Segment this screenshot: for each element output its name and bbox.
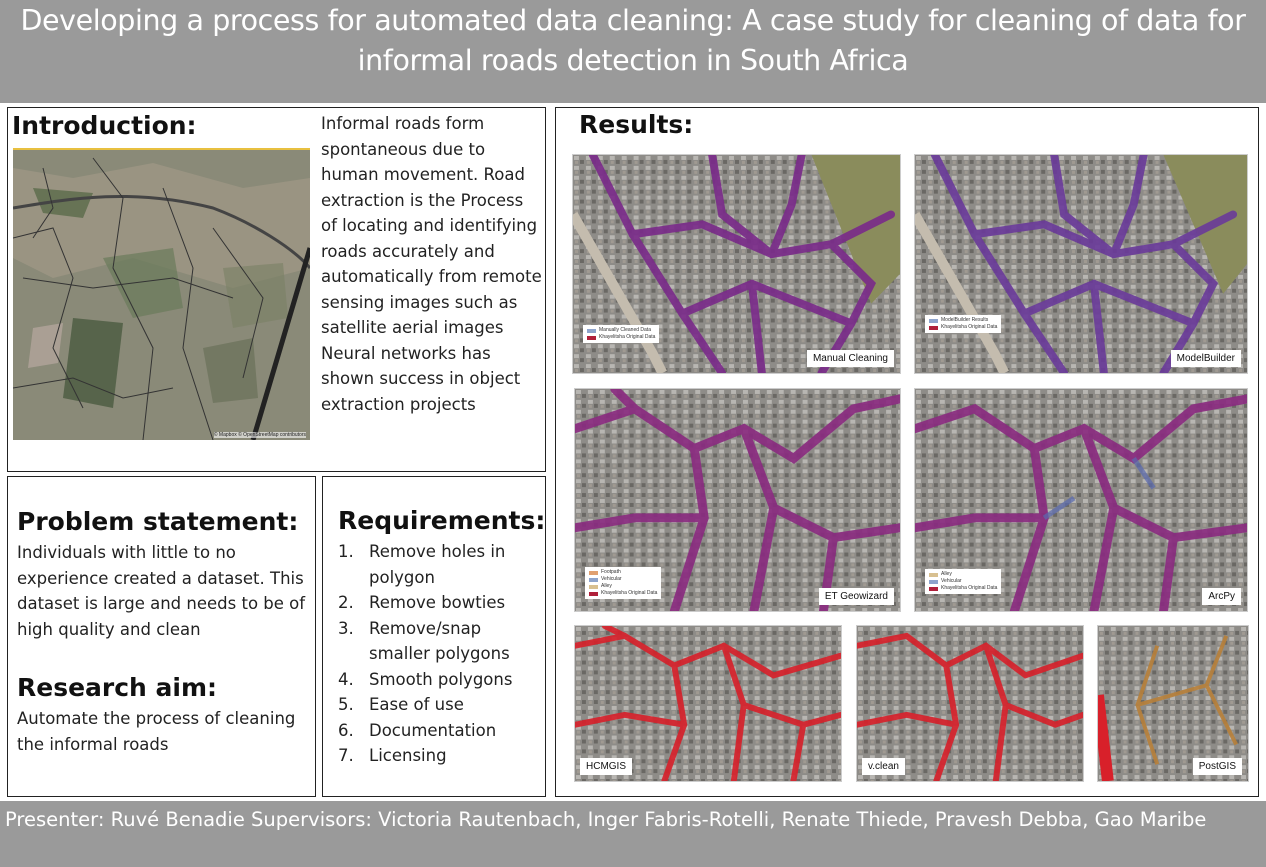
map-image (915, 155, 1247, 373)
research-aim-heading: Research aim: (17, 673, 218, 702)
problem-statement-text: Individuals with little to no experience created a dataset. This dataset is large and needs to be of high quality and clean (17, 543, 306, 639)
legend-swatch (929, 587, 938, 591)
legend-item (589, 569, 657, 576)
result-map-arcpy (914, 388, 1248, 612)
legend-label: Khayelitsha Original Data (941, 585, 998, 591)
map-legend (583, 325, 659, 343)
legend-swatch (589, 571, 598, 575)
introduction-text: Informal roads form spontaneous due to human movement. Road extraction is the Process of locating and identifying roads accurately and automatically from remote sensing images such as satellite aerial images Neural networks has shown success in object extraction projects (321, 114, 542, 414)
legend-item (929, 585, 997, 592)
result-map-hcmgis (574, 625, 842, 782)
map-label: v.clean (862, 758, 905, 775)
requirement-text: Licensing (369, 746, 447, 765)
legend-label: Vehicular (601, 576, 622, 582)
requirements-section (322, 476, 546, 797)
presenter-and-supervisors: Presenter: Ruvé Benadie Supervisors: Victoria Rautenbach, Inger Fabris-Rotelli, Renate Thiede, Pravesh Debba, Gao Maribe (5, 808, 1207, 831)
legend-swatch (589, 578, 598, 582)
result-map-manual-cleaning (572, 154, 901, 374)
legend-item (589, 590, 657, 597)
legend-item (587, 327, 655, 334)
legend-swatch (929, 573, 938, 577)
requirement-item (338, 616, 543, 667)
legend-label: Alley (601, 583, 612, 589)
legend-swatch (589, 585, 598, 589)
title-bar (0, 0, 1266, 103)
legend-swatch (929, 319, 938, 323)
requirement-item (338, 539, 543, 590)
legend-label: Alley (941, 571, 952, 577)
legend-label: Khayelitsha Original Data (599, 334, 656, 340)
requirement-item (338, 667, 543, 693)
map-legend (925, 569, 1001, 594)
legend-item (929, 324, 997, 331)
requirement-item (338, 692, 543, 718)
result-map-v-clean (856, 625, 1084, 782)
legend-label: Vehicular (941, 578, 962, 584)
introduction-heading: Introduction: (12, 111, 197, 140)
requirements-heading: Requirements: (338, 506, 546, 535)
requirement-number: 2. (338, 593, 354, 612)
map-legend (585, 567, 661, 599)
legend-item (929, 578, 997, 585)
legend-swatch (929, 580, 938, 584)
map-label: ModelBuilder (1171, 350, 1241, 367)
results-section (555, 107, 1259, 797)
requirement-text: Remove holes in polygon (369, 542, 506, 587)
legend-label: Khayelitsha Original Data (601, 590, 658, 596)
legend-label: Manually Cleaned Data (599, 327, 651, 333)
legend-item (929, 317, 997, 324)
result-map-modelbuilder (914, 154, 1248, 374)
legend-item (587, 334, 655, 341)
problem-statement-section (7, 476, 316, 797)
legend-item (929, 571, 997, 578)
introduction-section (7, 107, 546, 472)
legend-label: Khayelitsha Original Data (941, 324, 998, 330)
introduction-satellite-image (13, 148, 310, 440)
requirement-item (338, 743, 543, 769)
poster-title: Developing a process for automated data cleaning: A case study for cleaning of data for informal roads detection in South Africa (20, 4, 1246, 77)
results-heading: Results: (579, 110, 694, 139)
requirement-text: Documentation (369, 720, 497, 740)
result-map-et-geowizard (574, 388, 901, 612)
legend-item (589, 583, 657, 590)
requirement-text: Remove/snap smaller polygons (369, 618, 510, 663)
legend-swatch (587, 336, 596, 340)
requirement-number: 3. (338, 618, 354, 638)
map-label: Manual Cleaning (807, 350, 894, 367)
image-credit: © Mapbox © OpenStreetMap contributors (213, 432, 306, 438)
problem-statement-heading: Problem statement: (17, 507, 299, 536)
requirements-list (338, 539, 543, 769)
research-aim-text: Automate the process of cleaning the informal roads (17, 709, 296, 754)
requirement-text: Ease of use (369, 695, 464, 714)
requirement-item (338, 718, 543, 744)
map-label: HCMGIS (580, 758, 632, 775)
requirement-number: 4. (338, 669, 354, 689)
requirement-number: 5. (338, 695, 354, 714)
requirement-item (338, 590, 543, 616)
footer-bar (0, 801, 1266, 867)
requirement-text: Smooth polygons (369, 669, 513, 689)
requirement-number: 1. (338, 542, 354, 561)
legend-label: Footpath (601, 569, 621, 575)
map-label: ArcPy (1202, 588, 1241, 605)
requirement-text: Remove bowties (369, 593, 506, 612)
requirement-number: 7. (338, 746, 354, 765)
legend-swatch (587, 329, 596, 333)
map-legend (925, 315, 1001, 333)
legend-label: ModelBuilder Results (941, 317, 989, 323)
legend-swatch (589, 592, 598, 596)
requirement-number: 6. (338, 720, 354, 740)
map-label: PostGIS (1193, 758, 1242, 775)
result-map-postgis (1097, 625, 1249, 782)
map-label: ET Geowizard (819, 588, 894, 605)
legend-item (589, 576, 657, 583)
legend-swatch (929, 326, 938, 330)
